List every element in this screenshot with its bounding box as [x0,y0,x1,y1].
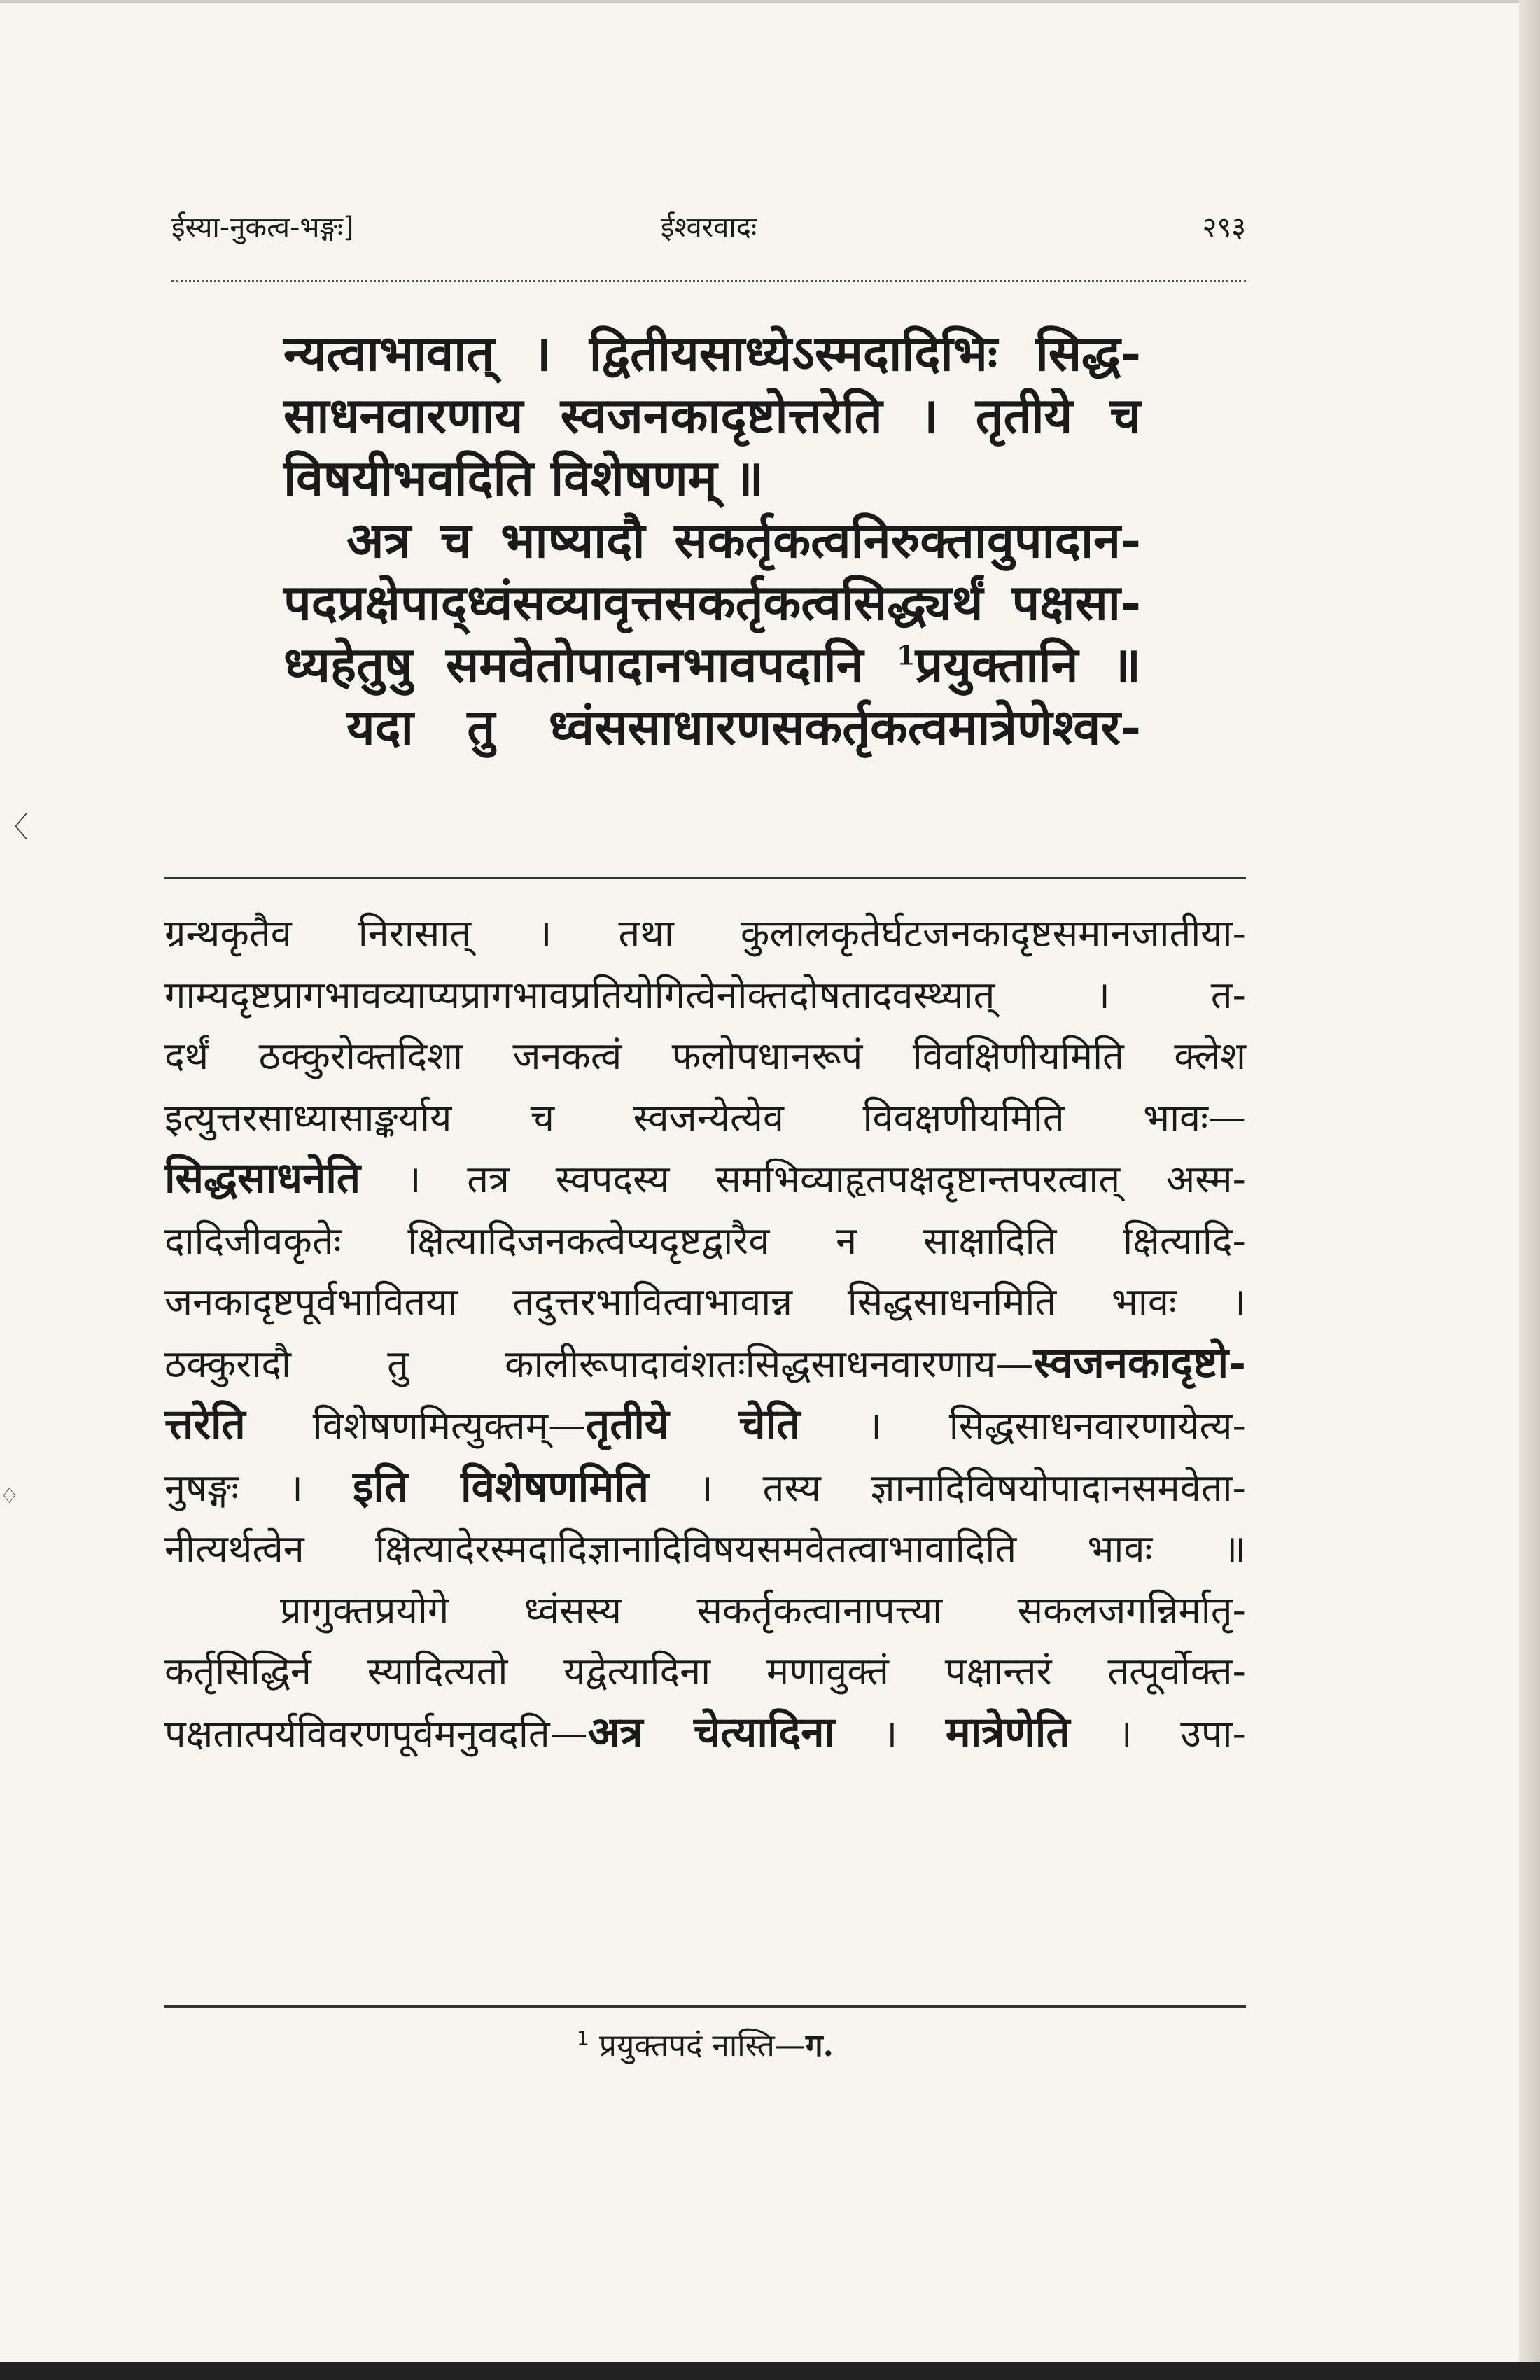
main-text-line: अत्र च भाष्यादौ सकर्तृकत्वनिरुक्तावुपादान- [346,511,1141,569]
commentary-line: जनकादृष्टपूर्वभावितया तदुत्तरभावित्वाभावान्न सिद्धसाधनमिति भावः । [164,1280,1246,1324]
commentary-line: गाम्यदृष्टप्रागभावव्याप्यप्रागभावप्रतियोगित्वेनोक्तदोषतादवस्थ्यात् । त- [164,972,1246,1017]
running-header [172,206,1246,248]
commentary-block [164,903,1246,1764]
commentary-span: पक्षतात्पर्यविवरणपूर्वमनुवदति— [164,1711,588,1756]
header-divider [172,273,1246,282]
commentary-span: । तस्य ज्ञानादिविषयोपादानसमवेता- [699,1465,1246,1510]
footnote-divider [164,2005,1246,2008]
commentary-span: । तत्र स्वपदस्य समभिव्याहृतपक्षदृष्टान्तपरत्वात् अस्म- [406,1157,1246,1201]
commentary-line: ग्रन्थकृतैव निरासात् । तथा कुलालकृतेर्घटजनकादृष्टसमानजातीया- [164,911,1246,955]
commentary-span: । उपा- [1118,1711,1247,1756]
main-text-line: पदप्रक्षेपाद्ध्वंसव्यावृत्तसकर्तृकत्वसिद्ध्यर्थं पक्षसा- [284,573,1141,631]
commentary-line: दादिजीवकृतेः क्षित्यादिजनकत्वेप्यदृष्टद्वारैव न साक्षादिति क्षित्यादि- [164,1218,1246,1263]
commentary-line [164,1333,1246,1395]
footnote [164,2023,1246,2065]
lemma: सिद्धसाधनेति [164,1154,361,1203]
main-text-line: साधनवारणाय स्वजनकादृष्टोत्तरेति । तृतीये च [284,386,1141,444]
commentary-span: ठक्कुरादौ तु कालीरूपादावंशतःसिद्धसाधनवारणाय— [164,1341,1034,1386]
commentary-line [164,1394,1246,1457]
lemma: मात्रेणेति [945,1707,1070,1757]
page-number: २९३ [1202,211,1246,244]
commentary-span: । [883,1711,898,1756]
text-commentary-divider [164,877,1246,879]
commentary-span: विशेषणमित्युक्तम्— [312,1404,587,1448]
commentary-line [164,1702,1246,1765]
lemma: इति विशेषणमिति [352,1462,649,1511]
main-text-block [284,322,1141,758]
lemma: तृतीये चेति [586,1400,801,1449]
commentary-line [164,1457,1246,1519]
lemma: अत्र चेत्यादिना [587,1707,836,1757]
commentary-line: प्रागुक्तप्रयोगे ध्वंसस्य सकर्तृकत्वानापत्त्या सकलजगन्निर्मातृ- [280,1588,1246,1632]
scan-bottom-border [0,2362,1540,2380]
main-text-span: ध्यहेतुषु समवेतोपादानभावपदानि [284,636,864,694]
page-right-edge [1519,0,1540,2380]
page-top-edge [0,0,1540,3]
lemma: स्वजनकादृष्टो- [1033,1338,1246,1387]
header-section-title: ईस्या-नुकत्व-भङ्गः] [172,211,354,244]
main-text-line: विषयीभवदिति विशेषणम् ॥ [284,449,764,507]
footnote-source: ग. [805,2028,834,2064]
main-text-span: प्रयुक्तानि ॥ [915,636,1141,694]
commentary-line [164,1148,1246,1210]
lemma: त्तरेति [164,1400,246,1449]
margin-mark: 〈 [0,811,28,844]
main-text-line: यदा तु ध्वंससाधारणसकर्तृकत्वमात्रेणेश्वर- [346,698,1141,756]
footnote-number: 1 [577,2026,589,2050]
margin-mark: ♢ [0,1484,19,1508]
main-text-line: न्यत्वाभावात् । द्वितीयसाध्येऽस्मदादिभिः सिद्ध- [284,324,1141,382]
commentary-line: दर्थं ठक्कुरोक्तदिशा जनकत्वं फलोपधानरूपं विवक्षिणीयमिति क्लेश [164,1034,1246,1078]
commentary-line: नीत्यर्थत्वेन क्षित्यादेरस्मदादिज्ञानादिविषयसमवेतत्वाभावादिति भावः ॥ [164,1527,1246,1571]
commentary-span: । सिद्धसाधनवारणायेत्य- [867,1404,1246,1448]
commentary-line: कर्तृसिद्धिर्न स्यादित्यतो यद्वेत्यादिना मणावुक्तं पक्षान्तरं तत्पूर्वोक्त- [164,1649,1246,1693]
footnote-text: प्रयुक्तपदं नास्ति— [598,2028,806,2064]
header-book-title: ईश्वरवादः [660,211,757,244]
main-text-line [284,634,1141,696]
footnote-ref: 1 [897,639,916,671]
commentary-span: नुषङ्गः । [164,1465,303,1510]
commentary-line: इत्युत्तरसाध्यासाङ्कर्याय च स्वजन्येत्येव विवक्षणीयमिति भावः— [164,1095,1246,1140]
